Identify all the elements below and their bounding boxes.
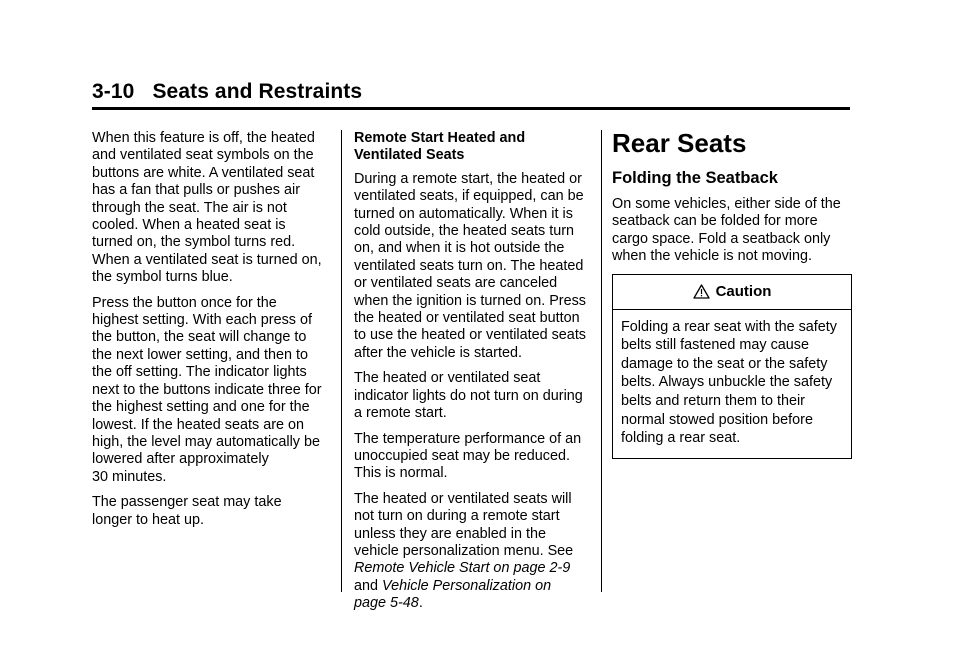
text-line: When this feature is off, the heated xyxy=(92,130,315,146)
text-line: when the ignition is turned on. Press xyxy=(354,292,586,309)
text-line: when the vehicle is not moving. xyxy=(612,248,812,265)
text-line: longer to heat up. xyxy=(92,511,205,528)
paragraph-heated-seat-symbols xyxy=(92,130,330,287)
column-divider-2 xyxy=(601,130,602,592)
text-period: . xyxy=(418,595,423,612)
text-line: unoccupied seat may be reduced. xyxy=(354,447,571,464)
text-line: The heated or ventilated seats will xyxy=(354,490,572,507)
text-line: cold outside, the heated seats turn xyxy=(354,223,575,240)
text-line: belts still fastened may cause xyxy=(621,337,809,354)
paragraph-folding xyxy=(612,196,852,266)
text-line: Folding a rear seat with the safety xyxy=(621,318,837,335)
text-line: unless they are enabled in the xyxy=(354,525,547,542)
text-line: Remote Start Heated and xyxy=(354,130,526,146)
column-3 xyxy=(612,128,852,459)
text-line: The temperature performance of an xyxy=(354,430,582,447)
warning-triangle-icon xyxy=(693,284,710,299)
text-line: This is normal. xyxy=(354,465,448,482)
section-title: Seats and Restraints xyxy=(152,80,363,103)
column-2 xyxy=(354,130,592,621)
text-line: indicator lights do not turn on during xyxy=(354,387,583,404)
text-line: cargo space. Fold a seatback only xyxy=(612,230,831,247)
text-line: belts. Always unbuckle the safety xyxy=(621,374,833,391)
text-line: lowered after approximately xyxy=(92,451,269,468)
text-line: damage to the seat or the safety xyxy=(621,355,828,372)
text-line: turned on, the symbol turns red. xyxy=(92,234,296,251)
cross-reference-remote-vehicle-start[interactable]: Remote Vehicle Start on page 2-9 xyxy=(354,560,571,577)
section-heading-rear-seats: Rear Seats xyxy=(612,128,747,158)
text-line: During a remote start, the heated or xyxy=(354,170,582,187)
text-line: the off setting. The indicator lights xyxy=(92,364,307,381)
cross-reference-vehicle-personalization[interactable]: Vehicle Personalization on xyxy=(382,577,552,594)
text-line: buttons are white. A ventilated seat xyxy=(92,164,315,181)
text-line: high, the level may automatically be xyxy=(92,433,320,450)
text-line: the highest setting and one for the xyxy=(92,399,310,416)
paragraph-indicator-lights xyxy=(354,370,592,422)
text-line: ventilated seats turn on. The heated xyxy=(354,257,584,274)
text-line: Press the button once for the xyxy=(92,294,277,311)
text-line: ventilated seats, if equipped, can be xyxy=(354,188,584,205)
text-line: normal stowed position before xyxy=(621,411,813,428)
text-line: the heated or ventilated seat button xyxy=(354,310,580,327)
text-line: seatback can be folded for more xyxy=(612,213,818,230)
subheading-folding-seatback: Folding the Seatback xyxy=(612,169,778,187)
text-line: on, and when it is hot outside the xyxy=(354,240,565,257)
header-rule xyxy=(92,107,850,110)
text-line: 30 minutes. xyxy=(92,468,167,485)
text-line: or ventilated seats are canceled xyxy=(354,275,558,292)
text-line: When a ventilated seat is turned on, xyxy=(92,251,322,268)
text-and: and xyxy=(354,577,379,594)
text-line: highest setting. With each press of xyxy=(92,312,312,329)
page-header xyxy=(92,80,852,112)
text-line: the symbol turns blue. xyxy=(92,269,233,286)
text-line: next to the buttons indicate three for xyxy=(92,381,322,398)
text-line: to use the heated or ventilated seats xyxy=(354,327,587,344)
caution-header xyxy=(613,275,851,310)
text-line: and ventilated seat symbols on the xyxy=(92,147,314,164)
page-number: 3-10 xyxy=(92,80,135,103)
text-line: The passenger seat may take xyxy=(92,494,282,511)
caution-box xyxy=(612,274,852,459)
subheading-remote-start xyxy=(354,130,592,165)
text-line: turned on automatically. When it is xyxy=(354,205,573,222)
text-line: Ventilated Seats xyxy=(354,147,465,164)
text-line: belts and return them to their xyxy=(621,393,805,409)
header-title xyxy=(92,80,362,104)
text-line: vehicle personalization menu. See xyxy=(354,542,574,559)
text-line: after the vehicle is started. xyxy=(354,344,522,361)
text-line: has a fan that pulls or pushes air xyxy=(92,182,300,199)
text-line: On some vehicles, either side of the xyxy=(612,196,841,212)
text-line: lowest. If the heated seats are on xyxy=(92,416,304,433)
caution-title: Caution xyxy=(715,282,772,300)
paragraph-passenger-seat xyxy=(92,494,330,529)
text-line: the next lower setting, and then to xyxy=(92,346,309,363)
caution-body xyxy=(613,310,851,458)
text-line: a remote start. xyxy=(354,405,447,422)
cross-reference-page[interactable]: page 5-48 xyxy=(354,595,419,612)
text-line: The heated or ventilated seat xyxy=(354,370,541,387)
text-line: through the seat. The air is not xyxy=(92,199,287,216)
paragraph-personalization xyxy=(354,491,592,613)
text-line: not turn on during a remote start xyxy=(354,508,560,525)
column-divider-1 xyxy=(341,130,342,592)
column-1 xyxy=(92,130,330,537)
text-line: folding a rear seat. xyxy=(621,430,741,447)
text-line: cooled. When a heated seat is xyxy=(92,217,286,234)
text-line: the button, the seat will change to xyxy=(92,329,307,346)
paragraph-temperature xyxy=(354,431,592,483)
paragraph-button-settings xyxy=(92,295,330,486)
paragraph-remote-start xyxy=(354,171,592,362)
